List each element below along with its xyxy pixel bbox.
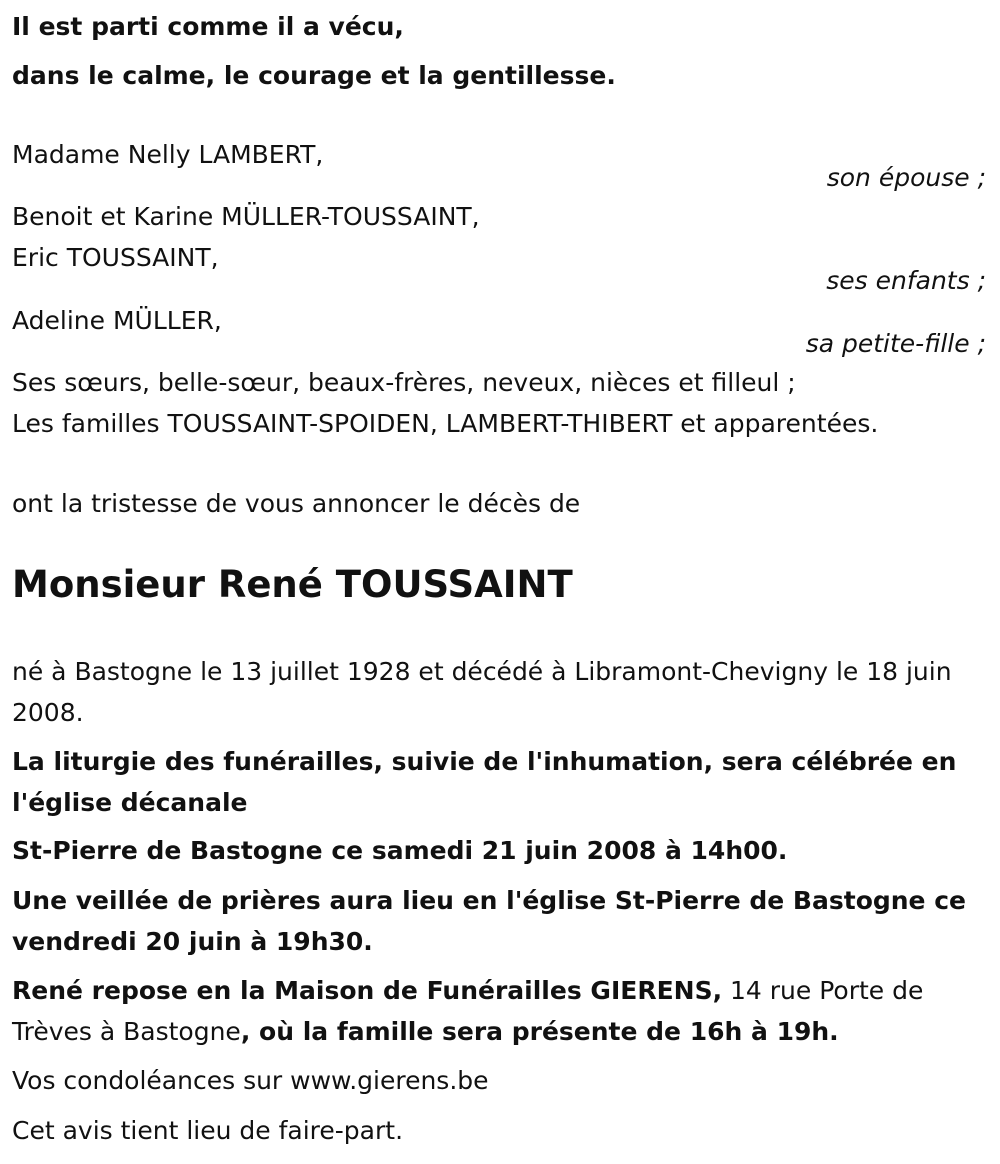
liturgy-info: La liturgie des funérailles, suivie de l'inhumation, sera célébrée en l'église décanale: [12, 747, 957, 817]
spouse-relation: son épouse ;: [826, 163, 986, 192]
birth-death-info: né à Bastogne le 13 juillet 1928 et décédé à Libramont-Chevigny le 18 juin 2008.: [12, 657, 952, 727]
repose-address: 14 rue Porte de Trèves à Bastogne: [12, 976, 924, 1046]
repose-bold-1: René repose en la Maison de Funérailles GIERENS,: [12, 976, 723, 1005]
granddaughter: Adeline MÜLLER,: [12, 306, 222, 335]
repose-info: [12, 970, 988, 1052]
repose-bold-2: , où la famille sera présente de 16h à 19h.: [240, 1017, 839, 1046]
deceased-name: Monsieur René TOUSSAINT: [12, 563, 573, 606]
vigil-info: Une veillée de prières aura lieu en l'église St-Pierre de Bastogne ce vendredi 20 juin à 19h30.: [12, 886, 966, 956]
notice-info: Cet avis tient lieu de faire-part.: [12, 1116, 404, 1145]
child-2: Eric TOUSSAINT,: [12, 243, 219, 272]
siblings-line: Ses sœurs, belle-sœur, beaux-frères, neveux, nièces et filleul ;: [12, 368, 796, 397]
child-1: Benoit et Karine MÜLLER-TOUSSAINT,: [12, 202, 480, 231]
families-line: Les familles TOUSSAINT-SPOIDEN, LAMBERT-THIBERT et apparentées.: [12, 409, 879, 438]
announcement: ont la tristesse de vous annoncer le décès de: [12, 489, 581, 518]
liturgy-place: St-Pierre de Bastogne ce samedi 21 juin 2008 à 14h00.: [12, 836, 788, 865]
granddaughter-relation: sa petite-fille ;: [805, 329, 986, 358]
children-relation: ses enfants ;: [826, 266, 986, 295]
spouse-name: Madame Nelly LAMBERT,: [12, 140, 324, 169]
condolences-info: Vos condoléances sur www.gierens.be: [12, 1066, 489, 1095]
epigraph-line-2: dans le calme, le courage et la gentillesse.: [12, 61, 616, 90]
epigraph-line-1: Il est parti comme il a vécu,: [12, 12, 404, 41]
